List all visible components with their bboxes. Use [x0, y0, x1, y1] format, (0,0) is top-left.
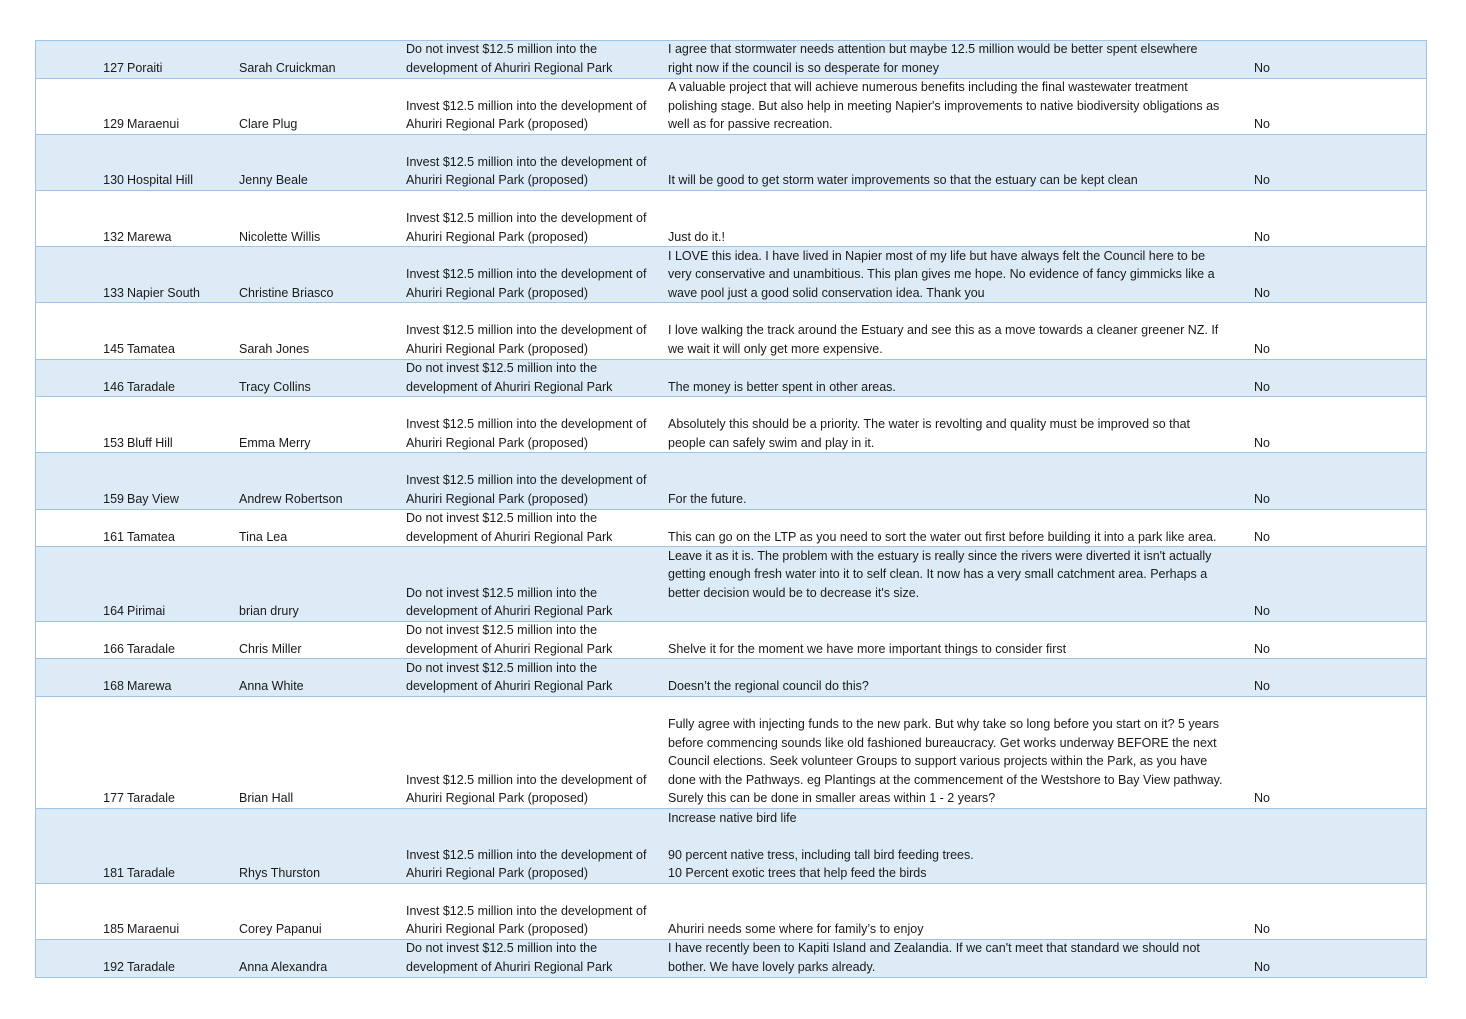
suburb-cell: Bay View	[127, 491, 179, 506]
option-line: Ahuriri Regional Park (proposed)	[406, 117, 589, 132]
table-row	[36, 884, 1426, 940]
suburb-cell: Bluff Hill	[127, 435, 173, 450]
submitter-name: Christine Briasco	[239, 285, 334, 300]
speak-flag: No	[1254, 604, 1270, 619]
option-cell	[406, 359, 664, 396]
submission-id: 166	[103, 641, 124, 656]
comment-cell	[668, 920, 1253, 939]
submitter-name: Chris Miller	[239, 641, 302, 656]
table-row	[36, 135, 1426, 191]
suburb-cell: Maraenui	[127, 922, 180, 937]
option-line: development of Ahuriri Regional Park	[406, 679, 613, 694]
suburb-cell: Pirimai	[127, 604, 166, 619]
comment-cell	[668, 547, 1253, 621]
comment-line: well as for passive recreation.	[668, 117, 833, 132]
comment-line: Doesn’t the regional council do this?	[668, 679, 869, 694]
comment-line: I agree that stormwater needs attention but maybe 12.5 million would be better spent elsewhere	[668, 42, 1198, 57]
comment-cell	[668, 640, 1253, 659]
option-cell	[406, 846, 664, 883]
option-line: Invest $12.5 million into the development of	[406, 98, 647, 113]
comment-line: very conservative and unambitious. This plan gives me hope. No evidence of fancy gimmicks like a	[668, 267, 1215, 282]
comment-line: getting enough fresh water into it to self clean. It now has a very small catchment area. Perhaps a	[668, 567, 1208, 582]
comment-line: I have recently been to Kapiti Island and Zealandia. If we can't meet that standard we should not	[668, 941, 1200, 956]
option-line: Ahuriri Regional Park (proposed)	[406, 491, 589, 506]
table-row	[36, 79, 1426, 135]
submitter-name: Jenny Beale	[239, 173, 308, 188]
option-line: development of Ahuriri Regional Park	[406, 61, 613, 75]
comment-cell	[668, 677, 1253, 696]
submitter-name: Corey Papanui	[239, 922, 322, 937]
table-row	[36, 659, 1426, 697]
suburb-cell: Taradale	[127, 960, 175, 975]
comment-line: Shelve it for the moment we have more important things to consider first	[668, 641, 1067, 656]
suburb-cell: Poraiti	[127, 61, 163, 75]
option-line: Ahuriri Regional Park (proposed)	[406, 435, 589, 450]
suburb-cell: Tamatea	[127, 341, 175, 356]
comment-line	[668, 602, 1253, 621]
comment-cell	[668, 809, 1253, 883]
option-line: Invest $12.5 million into the development of	[406, 417, 647, 432]
option-line: Do not invest $12.5 million into the	[406, 360, 598, 375]
submission-id: 161	[103, 529, 124, 544]
option-line: Invest $12.5 million into the development of	[406, 154, 647, 169]
comment-line: This can go on the LTP as you need to sort the water out first before building it into a park like area.	[668, 529, 1217, 544]
comment-cell	[668, 228, 1253, 247]
submitter-name: Emma Merry	[239, 435, 311, 450]
submission-id: 146	[103, 379, 124, 394]
option-line: Invest $12.5 million into the development of	[406, 772, 647, 787]
comment-line: before commencing sounds like old fashioned bureaucracy. Get works underway BEFORE the next	[668, 735, 1217, 750]
suburb-cell: Taradale	[127, 791, 175, 806]
comment-line: Increase native bird life	[668, 810, 797, 825]
option-cell	[406, 40, 664, 77]
comment-line: Just do it.!	[668, 229, 725, 244]
option-cell	[406, 621, 664, 658]
comment-cell	[668, 415, 1253, 452]
table-row	[36, 940, 1426, 978]
option-line: development of Ahuriri Regional Park	[406, 379, 613, 394]
table-row	[36, 41, 1426, 79]
comment-line: Ahuriri needs some where for family’s to enjoy	[668, 922, 924, 937]
comment-line: right now if the council is so desperate for money	[668, 61, 939, 75]
submission-id: 192	[103, 960, 124, 975]
submitter-name: Nicolette Willis	[239, 229, 321, 244]
comment-line: Fully agree with injecting funds to the new park. But why take so long before you start on it? 5 years	[668, 717, 1219, 732]
submission-id: 164	[103, 604, 124, 619]
comment-cell	[668, 171, 1253, 190]
option-line: Ahuriri Regional Park (proposed)	[406, 229, 589, 244]
submission-id: 145	[103, 341, 124, 356]
submitter-name: Andrew Robertson	[239, 491, 343, 506]
comment-line: A valuable project that will achieve numerous benefits including the final wastewater treatment	[668, 80, 1188, 94]
option-line: Do not invest $12.5 million into the	[406, 623, 598, 638]
comment-line: Absolutely this should be a priority. The water is revolting and quality must be improved so that	[668, 417, 1191, 432]
option-cell	[406, 584, 664, 621]
comment-cell	[668, 715, 1253, 808]
option-cell	[406, 321, 664, 358]
submission-id: 130	[103, 173, 124, 188]
submission-id: 185	[103, 922, 124, 937]
table-row	[36, 191, 1426, 247]
comment-cell	[668, 378, 1253, 397]
comment-line: bother. We have lovely parks already.	[668, 960, 876, 975]
submitter-name: Sarah Cruickman	[239, 61, 336, 75]
option-line: development of Ahuriri Regional Park	[406, 529, 613, 544]
suburb-cell: Marewa	[127, 229, 172, 244]
submission-id: 181	[103, 866, 124, 881]
comment-line: Leave it as it is. The problem with the estuary is really since the rivers were diverted it isn't actually	[668, 548, 1212, 563]
option-line: Ahuriri Regional Park (proposed)	[406, 341, 589, 356]
option-cell	[406, 265, 664, 302]
suburb-cell: Napier South	[127, 285, 200, 300]
comment-cell	[668, 40, 1253, 77]
speak-flag: No	[1254, 491, 1270, 506]
submission-id: 153	[103, 435, 124, 450]
comment-line: better decision would be to decrease it's size.	[668, 585, 920, 600]
comment-line: done with the Pathways. eg Plantings at the commencement of the Westshore to Bay View pathway.	[668, 772, 1223, 787]
speak-flag: No	[1254, 960, 1270, 975]
submission-id: 129	[103, 117, 124, 132]
comment-line: wave pool just a good solid conservation idea. Thank you	[668, 285, 985, 300]
submitter-name: Rhys Thurston	[239, 866, 321, 881]
submission-id: 133	[103, 285, 124, 300]
submitter-name: Clare Plug	[239, 117, 298, 132]
comment-cell	[668, 528, 1253, 547]
option-cell	[406, 209, 664, 246]
comment-cell	[668, 247, 1253, 303]
table-row	[36, 622, 1426, 660]
option-cell	[406, 509, 664, 546]
option-line: Ahuriri Regional Park (proposed)	[406, 173, 589, 188]
speak-flag: No	[1254, 435, 1270, 450]
comment-line: Surely this can be done in smaller areas within 1 - 2 years?	[668, 791, 996, 806]
speak-flag: No	[1254, 529, 1270, 544]
comment-cell	[668, 939, 1253, 976]
option-line: Do not invest $12.5 million into the	[406, 660, 598, 675]
option-line: Ahuriri Regional Park (proposed)	[406, 285, 589, 300]
comment-line: people can safely swim and play in it.	[668, 435, 875, 450]
speak-flag: No	[1254, 679, 1270, 694]
submissions-table	[35, 40, 1427, 978]
suburb-cell: Maraenui	[127, 117, 180, 132]
speak-flag: No	[1254, 173, 1270, 188]
comment-cell	[668, 321, 1253, 358]
submission-id: 168	[103, 679, 124, 694]
speak-flag: No	[1254, 341, 1270, 356]
table-row	[36, 360, 1426, 398]
table-row	[36, 697, 1426, 809]
speak-flag: No	[1254, 285, 1270, 300]
comment-line: polishing stage. But also help in meeting Napier's improvements to native biodiversity obligations as	[668, 98, 1220, 113]
comment-line: 90 percent native tress, including tall bird feeding trees.	[668, 847, 974, 862]
comment-line: I love walking the track around the Estuary and see this as a move towards a cleaner greener NZ. If	[668, 323, 1219, 338]
speak-flag: No	[1254, 117, 1270, 132]
option-line: Invest $12.5 million into the development of	[406, 473, 647, 488]
option-line: Do not invest $12.5 million into the	[406, 941, 598, 956]
suburb-cell: Hospital Hill	[127, 173, 193, 188]
option-cell	[406, 153, 664, 190]
submitter-name: Brian Hall	[239, 791, 294, 806]
submitter-name: Anna Alexandra	[239, 960, 328, 975]
submitter-name: Sarah Jones	[239, 341, 310, 356]
comment-line: The money is better spent in other areas.	[668, 379, 896, 394]
table-row	[36, 547, 1426, 622]
submitter-name: Tracy Collins	[239, 379, 311, 394]
speak-flag: No	[1254, 229, 1270, 244]
speak-flag: No	[1254, 641, 1270, 656]
submission-id: 132	[103, 229, 124, 244]
option-cell	[406, 471, 664, 508]
comment-line: For the future.	[668, 491, 747, 506]
comment-line: It will be good to get storm water improvements so that the estuary can be kept clean	[668, 173, 1138, 188]
submitter-name: brian drury	[239, 604, 299, 619]
table-row	[36, 397, 1426, 453]
suburb-cell: Taradale	[127, 379, 175, 394]
comment-cell	[668, 490, 1253, 509]
option-line: Do not invest $12.5 million into the	[406, 42, 598, 57]
option-line: Invest $12.5 million into the development of	[406, 903, 647, 918]
submission-id: 159	[103, 491, 124, 506]
table-row	[36, 809, 1426, 884]
option-line: Invest $12.5 million into the development of	[406, 210, 647, 225]
option-line: Do not invest $12.5 million into the	[406, 585, 598, 600]
option-line: Ahuriri Regional Park (proposed)	[406, 866, 589, 881]
option-line: Ahuriri Regional Park (proposed)	[406, 791, 589, 806]
option-cell	[406, 659, 664, 696]
option-line: Invest $12.5 million into the development of	[406, 323, 647, 338]
option-cell	[406, 939, 664, 976]
option-line: Do not invest $12.5 million into the	[406, 510, 598, 525]
option-line: development of Ahuriri Regional Park	[406, 604, 613, 619]
comment-line: we wait it will only get more expensive.	[668, 341, 883, 356]
submitter-name: Tina Lea	[239, 529, 288, 544]
submission-id: 127	[103, 61, 124, 75]
option-line: Ahuriri Regional Park (proposed)	[406, 922, 589, 937]
option-line: Invest $12.5 million into the development of	[406, 267, 647, 282]
speak-flag: No	[1254, 379, 1270, 394]
comment-line: I LOVE this idea. I have lived in Napier most of my life but have always felt the Council here to be	[668, 248, 1206, 263]
option-line: Invest $12.5 million into the development of	[406, 847, 647, 862]
table-row	[36, 247, 1426, 303]
comment-cell	[668, 78, 1253, 134]
option-cell	[406, 902, 664, 939]
comment-line: Council elections. Seek volunteer Groups to support various projects within the Park, as you have	[668, 754, 1208, 769]
table-row	[36, 453, 1426, 509]
option-line: development of Ahuriri Regional Park	[406, 641, 613, 656]
submission-id: 177	[103, 791, 124, 806]
comment-line	[668, 827, 1253, 846]
suburb-cell: Tamatea	[127, 529, 175, 544]
option-cell	[406, 771, 664, 808]
table-row	[36, 510, 1426, 548]
speak-flag: No	[1254, 791, 1270, 806]
option-line: development of Ahuriri Regional Park	[406, 960, 613, 975]
option-cell	[406, 97, 664, 134]
comment-line: 10 Percent exotic trees that help feed the birds	[668, 866, 927, 881]
speak-flag: No	[1254, 61, 1270, 75]
speak-flag: No	[1254, 922, 1270, 937]
suburb-cell: Taradale	[127, 866, 175, 881]
option-cell	[406, 415, 664, 452]
suburb-cell: Marewa	[127, 679, 172, 694]
table-row	[36, 303, 1426, 359]
suburb-cell: Taradale	[127, 641, 175, 656]
submitter-name: Anna White	[239, 679, 304, 694]
